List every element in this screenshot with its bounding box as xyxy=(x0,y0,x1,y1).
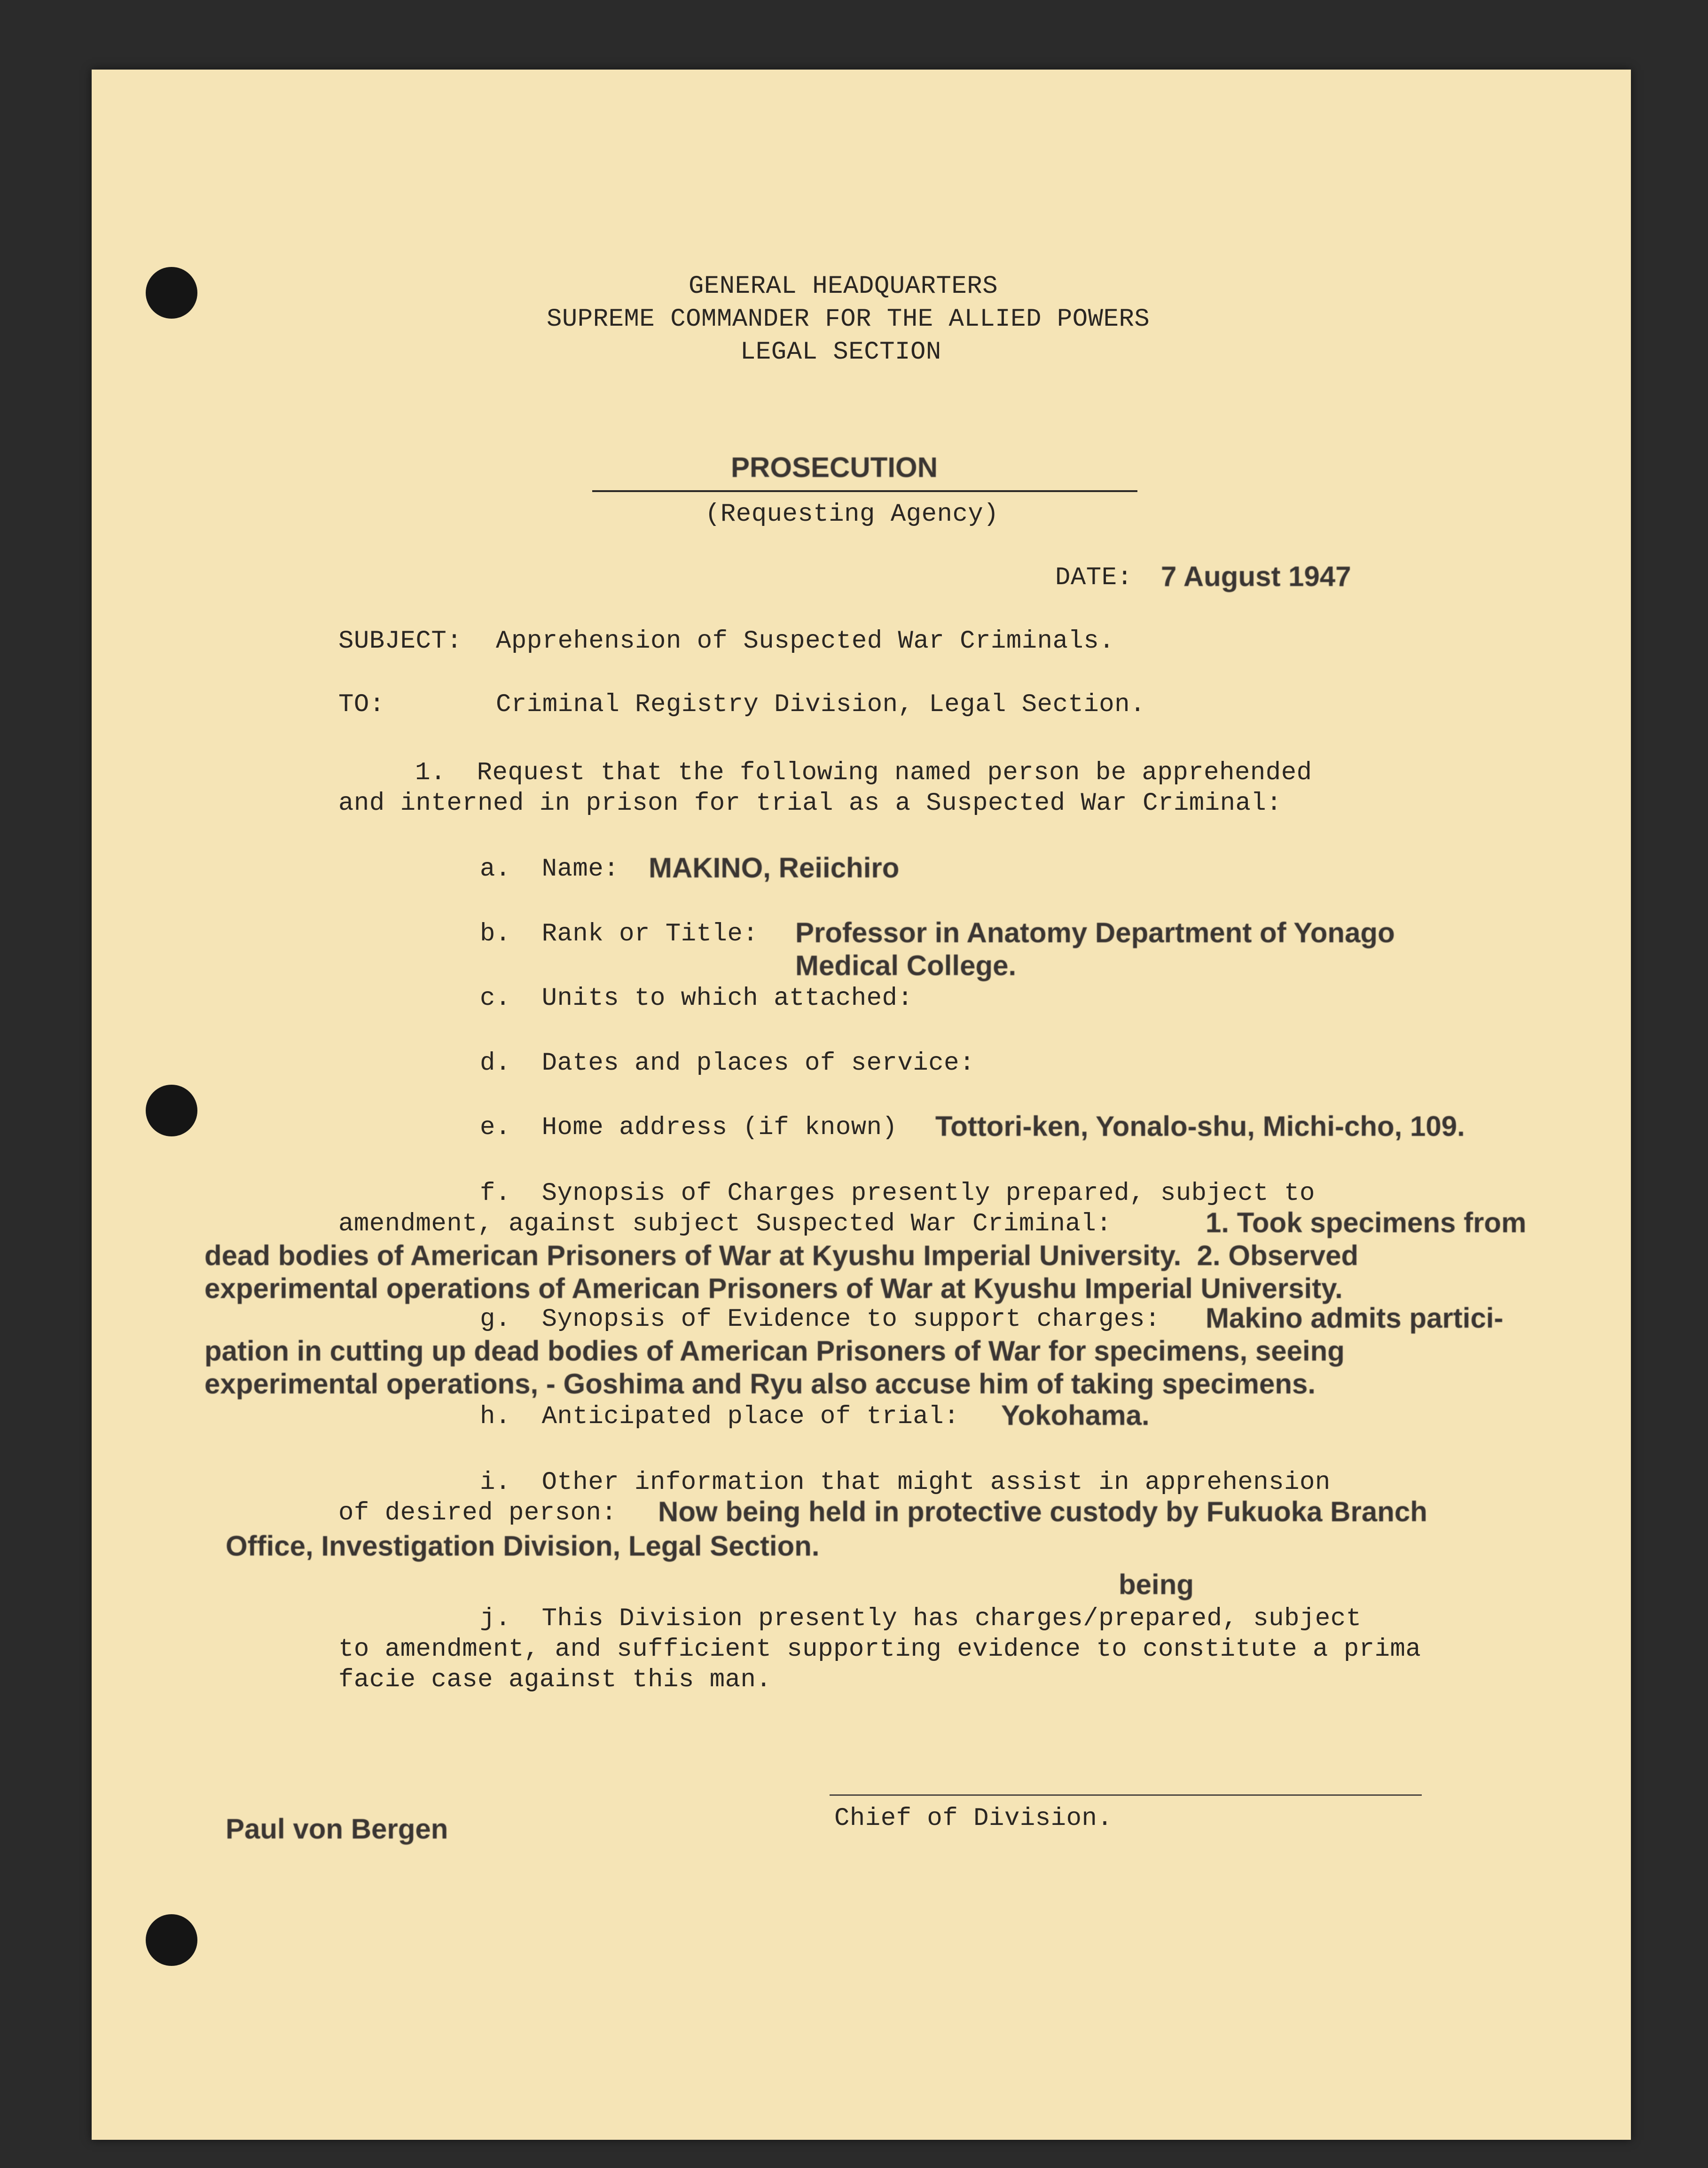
item-b-value-1: Professor in Anatomy Department of Yonago xyxy=(795,917,1395,948)
item-b-label: b. Rank or Title: xyxy=(480,920,759,948)
item-j-line-2: to amendment, and sufficient supporting evidence to constitute a prima xyxy=(338,1635,1421,1664)
item-i-line-1: i. Other information that might assist in apprehension xyxy=(480,1468,1331,1497)
punch-hole-top xyxy=(146,267,197,319)
item-j-line-3: facie case against this man. xyxy=(338,1666,772,1694)
item-f-line-3: dead bodies of American Prisoners of War at Kyushu Imperial University. 2. Observed xyxy=(204,1240,1359,1271)
item-e-label: e. Home address (if known) xyxy=(480,1113,898,1142)
subject-value: Apprehension of Suspected War Criminals. xyxy=(496,627,1115,656)
item-f-line-2-typed: amendment, against subject Suspected War Criminal: xyxy=(338,1210,1112,1238)
item-d-label: d. Dates and places of service: xyxy=(480,1049,975,1078)
item-a-value: MAKINO, Reiichiro xyxy=(649,852,900,884)
item-f-line-2-filled: 1. Took specimens from xyxy=(1206,1207,1527,1238)
item-i-line-2-typed: of desired person: xyxy=(338,1499,617,1527)
document-sheet xyxy=(92,70,1631,2140)
header-line-2: SUPREME COMMANDER FOR THE ALLIED POWERS xyxy=(547,305,1150,334)
item-a-label: a. Name: xyxy=(480,855,619,884)
requesting-agency-rule xyxy=(592,490,1137,492)
to-label: TO: xyxy=(338,690,385,719)
item-b-value-2: Medical College. xyxy=(795,950,1017,981)
para1-line-1: 1. Request that the following named person be apprehended xyxy=(415,759,1312,787)
item-h-value: Yokohama. xyxy=(1001,1400,1150,1431)
item-g-line-3: experimental operations, - Goshima and Ryu also accuse him of taking specimens. xyxy=(204,1368,1316,1400)
to-value: Criminal Registry Division, Legal Section. xyxy=(496,690,1146,719)
item-j-line-1: j. This Division presently has charges/prepared, subject xyxy=(480,1604,1362,1633)
item-j-insertion: being xyxy=(1119,1569,1194,1600)
signature-title: Chief of Division. xyxy=(834,1804,1113,1833)
subject-label: SUBJECT: xyxy=(338,627,462,656)
item-i-line-2-filled: Now being held in protective custody by Fukuoka Branch xyxy=(658,1496,1427,1527)
para1-line-2: and interned in prison for trial as a Suspected War Criminal: xyxy=(338,789,1282,818)
header-line-1: GENERAL HEADQUARTERS xyxy=(689,272,998,301)
requesting-agency-value: PROSECUTION xyxy=(731,452,938,483)
item-h-label: h. Anticipated place of trial: xyxy=(480,1402,960,1431)
item-i-line-3: Office, Investigation Division, Legal Section. xyxy=(226,1530,820,1562)
date-label: DATE: xyxy=(1055,564,1133,592)
item-f-line-1: f. Synopsis of Charges presently prepared, subject to xyxy=(480,1179,1315,1208)
item-g-filled-1: Makino admits partici- xyxy=(1206,1302,1504,1334)
punch-hole-middle xyxy=(146,1085,197,1136)
item-f-line-4: experimental operations of American Prisoners of War at Kyushu Imperial University. xyxy=(204,1273,1343,1304)
item-g-typed: g. Synopsis of Evidence to support charges: xyxy=(480,1305,1160,1334)
item-c-label: c. Units to which attached: xyxy=(480,984,913,1013)
item-e-value: Tottori-ken, Yonalo-shu, Michi-cho, 109. xyxy=(935,1111,1465,1142)
date-value: 7 August 1947 xyxy=(1161,561,1351,592)
signature-rule xyxy=(830,1794,1422,1796)
item-g-line-2: pation in cutting up dead bodies of American Prisoners of War for specimens, seeing xyxy=(204,1335,1345,1367)
requesting-agency-caption: (Requesting Agency) xyxy=(705,500,999,529)
punch-hole-bottom xyxy=(146,1914,197,1966)
signature-name: Paul von Bergen xyxy=(226,1813,448,1845)
header-line-3: LEGAL SECTION xyxy=(740,338,941,367)
